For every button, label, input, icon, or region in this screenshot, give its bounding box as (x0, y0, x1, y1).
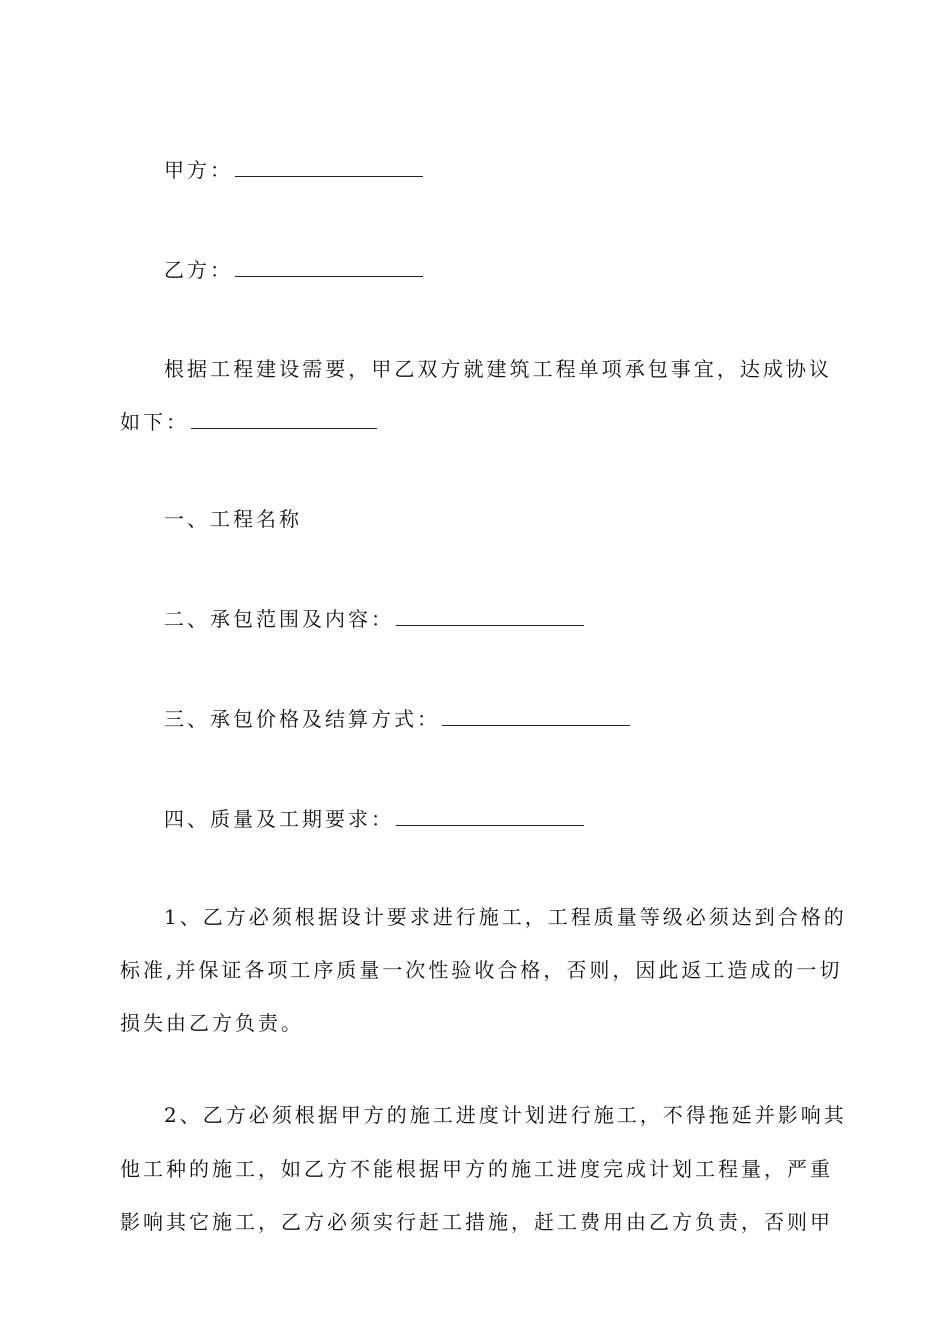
party-b-blank (235, 250, 423, 277)
clause-2-line-3: 影响其它施工，乙方必须实行赶工措施，赶工费用由乙方负责，否则甲 (120, 1210, 833, 1234)
section-3-line (164, 699, 832, 739)
section-2-blank (396, 599, 584, 626)
preamble-line-1: 根据工程建设需要，甲乙双方就建筑工程单项承包事宜，达成协议 (164, 357, 832, 381)
section-2-heading: 二、承包范围及内容： (164, 607, 394, 631)
clause-2-line-2: 他工种的施工，如乙方不能根据甲方的施工进度完成计划工程量，严重 (120, 1157, 833, 1181)
preamble-blank (191, 402, 377, 429)
party-b-line (164, 250, 832, 290)
party-a-blank (235, 150, 423, 177)
section-1-heading: 一、工程名称 (164, 507, 302, 531)
party-b-label: 乙方： (164, 258, 233, 282)
party-a-line (164, 150, 832, 190)
section-4-line (164, 799, 832, 839)
preamble-line-2 (120, 402, 832, 442)
section-4-heading: 四、质量及工期要求： (164, 807, 394, 831)
clause-2-line-1: 2、乙方必须根据甲方的施工进度计划进行施工，不得拖延并影响其 (164, 1103, 847, 1127)
section-3-blank (442, 699, 630, 726)
preamble-label: 如下： (120, 410, 189, 434)
section-2-line (164, 599, 832, 639)
party-a-label: 甲方： (164, 158, 233, 182)
section-4-blank (396, 799, 584, 826)
section-3-heading: 三、承包价格及结算方式： (164, 707, 440, 731)
clause-1-line-3: 损失由乙方负责。 (120, 1011, 304, 1035)
clause-1-line-1: 1、乙方必须根据设计要求进行施工，工程质量等级必须达到合格的 (164, 905, 847, 929)
clause-1-line-2: 标准,并保证各项工序质量一次性验收合格，否则，因此返工造成的一切 (120, 958, 843, 982)
